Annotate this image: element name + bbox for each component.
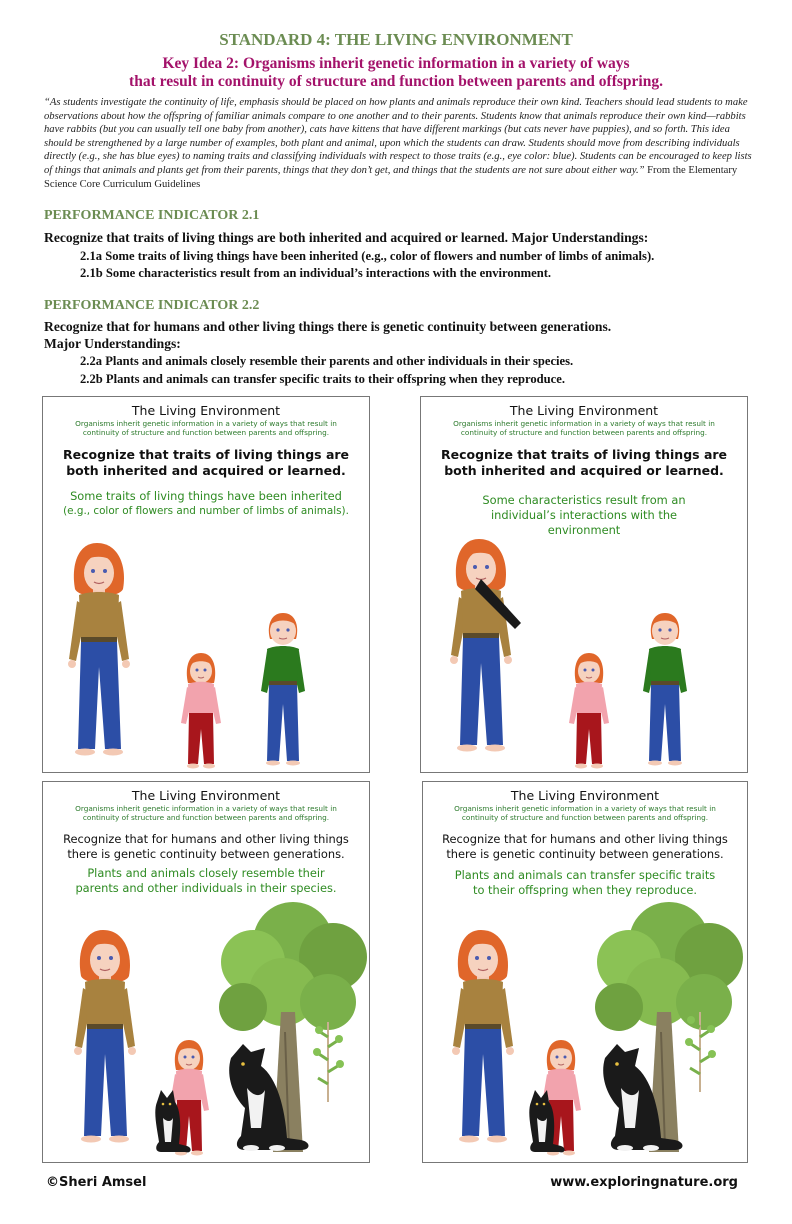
- panel-green-line: Some traits of living things have been inherited: [70, 489, 342, 503]
- panel-green-text: Plants and animals can transfer specific traits to their offspring when they reproduce.: [454, 868, 716, 897]
- panel-key-idea: Organisms inherit genetic information in a variety of ways that result in continuity of structure and function between parents and offspring.: [75, 419, 337, 437]
- pi22-b: 2.2b Plants and animals can transfer specific traits to their offspring when they reproduce.: [80, 372, 565, 386]
- pi21-main: Recognize that traits of living things are both inherited and acquired or learned. Major Understandings:: [44, 230, 649, 245]
- pi21-b: 2.1b Some characteristics result from an individual’s interactions with the environment.: [80, 266, 552, 280]
- poster-panel-inherited: [42, 396, 370, 773]
- pi22-a: 2.2a Plants and animals closely resemble their parents and other individuals in their species.: [80, 354, 574, 368]
- panel-main: Recognize that for humans and other living things there is genetic continuity between generations.: [63, 832, 349, 861]
- quote-text: “As students investigate the continuity of life, emphasis should be placed on how plants and animals reproduce their own kind. Teachers should lead students to make observations about how the offspring of familiar animals compare to one another and to their parents. Students know that animals reproduce their own kind—rabbits have rabbits (but you can usually tell one baby from another), cats have kittens that have different markings (but cats never have puppies), and so forth. This idea should be strengthened by a large number of examples, both plant and animal, upon which the students can draw. Students should move from describing individuals directly (e.g., she has blue eyes) to naming traits and classifying individuals with respect to those traits (e.g., eye color: blue). Students can be encouraged to keep lists of things that animals and plants get from their parents, things that they don’t get, and things that the students are not sure about either way.”: [44, 97, 752, 176]
- standard-heading: STANDARD 4: THE LIVING ENVIRONMENT: [219, 30, 573, 49]
- panel-title: The Living Environment: [131, 788, 281, 803]
- panel-main: Recognize that traits of living things are both inherited and acquired or learned.: [62, 447, 350, 478]
- poster-panel-transfer: [422, 781, 748, 1163]
- poster-panel-resemble: [42, 781, 370, 1163]
- key-idea-line1: Key Idea 2: Organisms inherit genetic information in a variety of ways: [162, 55, 630, 72]
- panel-title: The Living Environment: [510, 788, 660, 803]
- panel-title: The Living Environment: [509, 403, 659, 418]
- website-link[interactable]: www.exploringnature.org: [550, 1175, 738, 1190]
- family-illustration: [43, 397, 369, 772]
- family-illustration: [421, 397, 747, 772]
- key-idea: [60, 55, 732, 91]
- panel-green-text: Some characteristics result from an individual’s interactions with the environment: [482, 493, 686, 537]
- key-idea-line2: that result in continuity of structure and function between parents and offspring.: [129, 73, 663, 90]
- pi22-main-line2: Major Understandings:: [44, 336, 181, 351]
- panel-main: Recognize that traits of living things are both inherited and acquired or learned.: [440, 447, 728, 478]
- panel-green-text: Plants and animals closely resemble their parents and other individuals in their species.: [75, 866, 337, 895]
- poster-panel-acquired: [420, 396, 748, 773]
- pi22-heading: PERFORMANCE INDICATOR 2.2: [44, 298, 260, 313]
- curriculum-quote: [44, 96, 752, 191]
- panel-key-idea: Organisms inherit genetic information in a variety of ways that result in continuity of structure and function between parents and offspring.: [454, 804, 716, 822]
- copyright: ©Sheri Amsel: [46, 1175, 147, 1190]
- panel-title: The Living Environment: [131, 403, 281, 418]
- panel-key-idea: Organisms inherit genetic information in a variety of ways that result in continuity of structure and function between parents and offspring.: [75, 804, 337, 822]
- family-tree-illustration: [43, 782, 369, 1162]
- panel-key-idea: Organisms inherit genetic information in a variety of ways that result in continuity of structure and function between parents and offspring.: [453, 419, 715, 437]
- pi22-main-line1: Recognize that for humans and other living things there is genetic continuity between generations.: [44, 319, 612, 334]
- panel-main: Recognize that for humans and other living things there is genetic continuity between generations.: [442, 832, 728, 861]
- family-tree-illustration: [423, 782, 747, 1162]
- panel-example: (e.g., color of flowers and number of limbs of animals).: [63, 505, 349, 517]
- pi21-a: 2.1a Some traits of living things have been inherited (e.g., color of flowers and number of limbs of animals).: [80, 249, 655, 263]
- quote-source: From the Elementary Science Core Curriculum Guidelines: [44, 164, 738, 190]
- pi21-heading: PERFORMANCE INDICATOR 2.1: [44, 208, 260, 223]
